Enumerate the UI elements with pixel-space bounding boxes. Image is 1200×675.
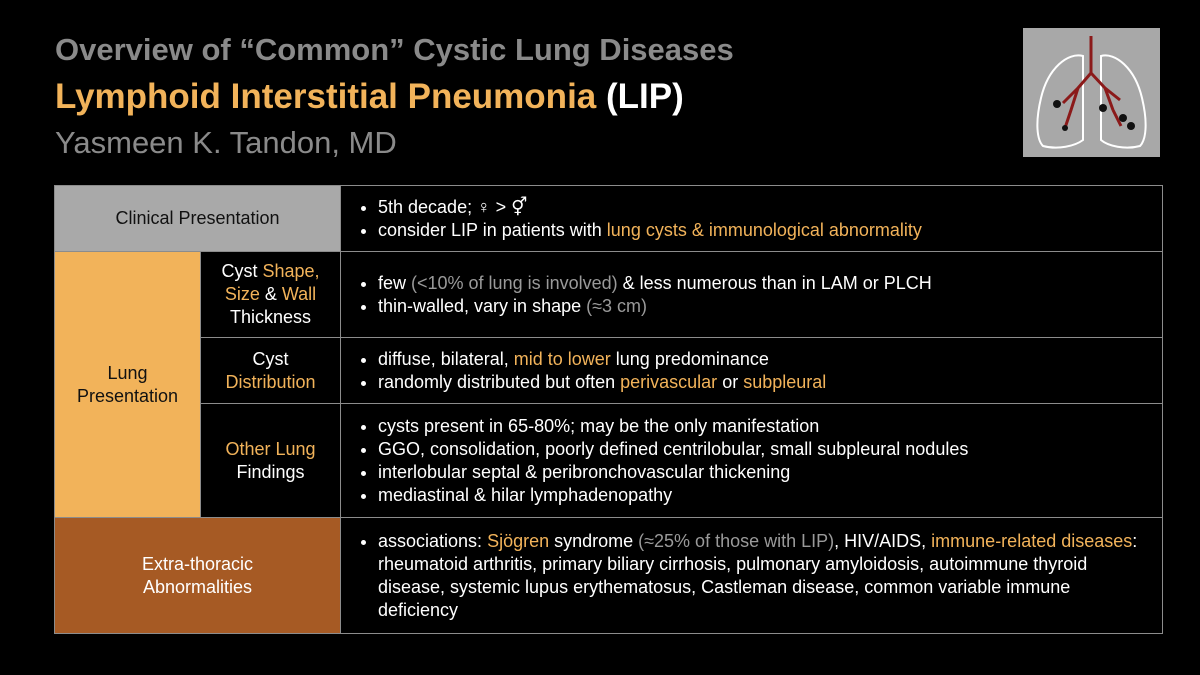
extra-thoracic-content: [341, 518, 1163, 634]
other-findings-content: [341, 404, 1163, 518]
list-item: • mediastinal & hilar lymphadenopathy: [378, 484, 1153, 507]
disease-abbrev: (LIP): [606, 77, 684, 116]
cyst-shape-label: Cyst Shape, Size & Wall Thickness: [201, 252, 341, 338]
lung-airway-diagram-icon: [1023, 28, 1160, 157]
table-row-cyst-distribution: [55, 338, 1163, 404]
other-findings-label: Other Lung Findings: [201, 404, 341, 518]
cyst-shape-content: [341, 252, 1163, 338]
clinical-presentation-label: Clinical Presentation: [55, 186, 341, 252]
list-item: • thin-walled, vary in shape (≈3 cm): [378, 295, 1153, 318]
list-item: • interlobular septal & peribronchovascular thickening: [378, 461, 1153, 484]
list-item: • few (<10% of lung is involved) & less numerous than in LAM or PLCH: [378, 272, 1153, 295]
list-item: • consider LIP in patients with lung cysts & immunological abnormality: [378, 219, 1153, 242]
cyst-distribution-content: [341, 338, 1163, 404]
disease-title: Lymphoid Interstitial Pneumonia (LIP): [55, 77, 684, 116]
table-row-cyst-shape: [55, 252, 1163, 338]
cyst-distribution-label: Cyst Distribution: [201, 338, 341, 404]
table-row-extra-thoracic: [55, 518, 1163, 634]
list-item: • randomly distributed but often perivascular or subpleural: [378, 371, 1153, 394]
lung-presentation-label: Lung Presentation: [55, 252, 201, 518]
list-item: • GGO, consolidation, poorly defined centrilobular, small subpleural nodules: [378, 438, 1153, 461]
list-item: • diffuse, bilateral, mid to lower lung predominance: [378, 348, 1153, 371]
list-item: • cysts present in 65-80%; may be the only manifestation: [378, 415, 1153, 438]
table-row-other-findings: [55, 404, 1163, 518]
author-name: Yasmeen K. Tandon, MD: [55, 125, 397, 160]
list-item: • associations: Sjögren syndrome (≈25% of those with LIP), HIV/AIDS, immune-related diseases: rheumatoid arthritis, primary biliary cirrhosis, pulmonary amyloidosis, autoimmune thyroid disease, systemic lupus erythematosus, Castleman disease, common variable immune deficiency: [378, 530, 1153, 622]
lip-summary-table: [54, 185, 1163, 634]
table-row-clinical: [55, 186, 1163, 252]
extra-thoracic-label: Extra-thoracic Abnormalities: [55, 518, 341, 634]
list-item: • 5th decade; ♀ > ⚥: [378, 196, 1153, 219]
overview-title: Overview of “Common” Cystic Lung Diseases: [55, 32, 734, 67]
clinical-presentation-content: [341, 186, 1163, 252]
